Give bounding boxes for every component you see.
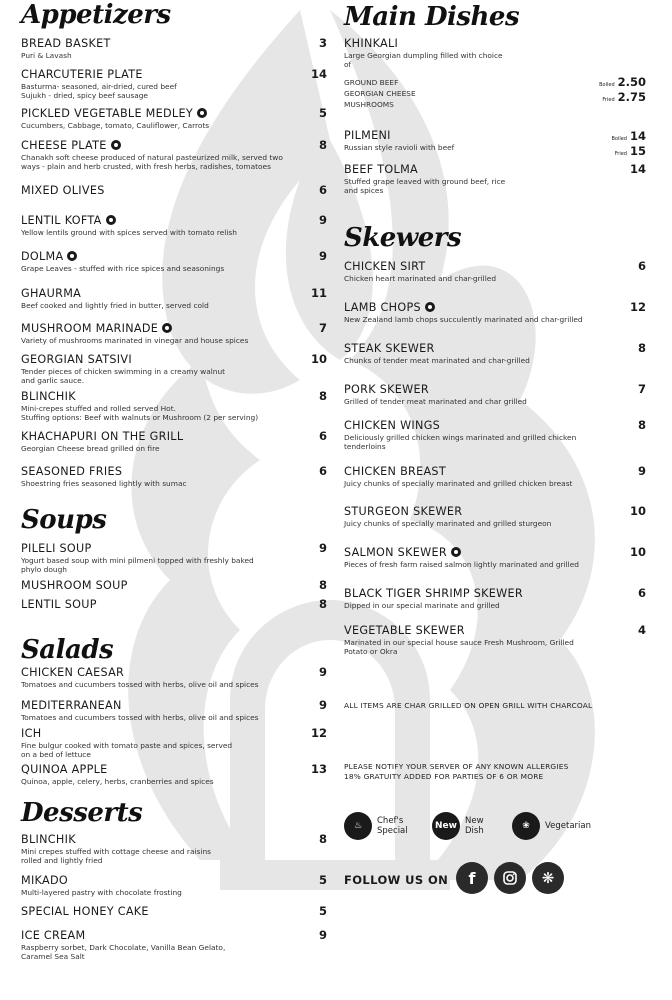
item-desc: Chicken heart marinated and char-grilled (344, 274, 497, 283)
item-desc: Beef cooked and lightly fried in butter, served cold (21, 301, 209, 310)
item-name-text: DOLMA (21, 250, 64, 263)
item-name-text: CHICKEN CAESAR (21, 666, 125, 679)
item-price: 10 (629, 504, 646, 518)
menu-item (344, 342, 646, 365)
item-name-text: LENTIL SOUP (21, 598, 97, 611)
legend-chef (344, 812, 408, 840)
item-name (21, 666, 327, 679)
item-name (21, 37, 327, 50)
item-name-text: CHICKEN WINGS (344, 419, 441, 432)
item-name (21, 250, 327, 263)
item-name-text: LAMB CHOPS (344, 301, 421, 314)
menu-item (344, 301, 646, 324)
item-price: 7 (637, 382, 646, 396)
legend-veg (512, 812, 591, 840)
menu-item (344, 587, 646, 610)
legend-chef-label: Chef's Special (377, 816, 408, 836)
item-price: 9 (318, 249, 327, 263)
item-price: 14 (310, 67, 327, 81)
item-price: 8 (318, 832, 327, 846)
item-price: 6 (637, 259, 646, 273)
item-name-text: ICH (21, 727, 42, 740)
item-name-text: BLINCHIK (21, 390, 76, 403)
item-name (344, 383, 646, 396)
item-name (21, 727, 327, 740)
item-price: 7 (318, 321, 327, 335)
menu-item (21, 430, 327, 453)
khinkali-boiled-price (599, 75, 646, 89)
price: 2.50 (617, 75, 646, 89)
item-name-text: MEDITERRANEAN (21, 699, 122, 712)
item-name (21, 390, 327, 403)
menu-item (21, 699, 327, 722)
item-name-text: GHAURMA (21, 287, 82, 300)
section-title-main-dishes: Main Dishes (344, 2, 520, 32)
menu-item (21, 390, 327, 422)
item-desc: Juicy chunks of specially marinated and grilled chicken breast (344, 479, 573, 488)
item-name (21, 465, 327, 478)
item-price: 8 (637, 341, 646, 355)
item-price: 13 (310, 762, 327, 776)
khinkali-option-3 (344, 100, 646, 109)
menu-item (21, 184, 327, 197)
menu-item (21, 250, 327, 273)
item-desc: Tender pieces of chicken swimming in a creamy walnut and garlic sauce. (21, 367, 226, 385)
boiled-label: Boiled (611, 136, 627, 142)
item-price: 6 (318, 183, 327, 197)
item-price: 10 (629, 545, 646, 559)
item-name (344, 342, 646, 355)
item-desc: Fine bulgur cooked with tomato paste and spices, served on a bed of lettuce (21, 741, 233, 759)
item-name-text: SPECIAL HONEY CAKE (21, 905, 149, 918)
item-name-text: MUSHROOM SOUP (21, 579, 128, 592)
menu-item (21, 322, 327, 345)
item-desc: Mini crepes stuffed with cottage cheese and raisins rolled and lightly fried (21, 847, 211, 865)
vegetarian-icon (162, 323, 172, 333)
section-title-salads: Salads (21, 635, 114, 665)
item-name-text: PILELI SOUP (21, 542, 92, 555)
item-name (344, 624, 646, 637)
menu-item (344, 546, 646, 569)
menu-item (21, 139, 327, 171)
item-name (21, 107, 327, 120)
option-label: MUSHROOMS (344, 100, 394, 109)
legend-veg-label: Vegetarian (545, 821, 592, 831)
item-desc: Chunks of tender meat marinated and char-grilled (344, 356, 530, 365)
menu-item (21, 763, 327, 786)
item-price: 12 (629, 300, 646, 314)
item-desc: Grape Leaves - stuffed with rice spices and seasonings (21, 264, 225, 273)
menu-item (21, 287, 327, 310)
item-name (21, 322, 327, 335)
item-desc: Yellow lentils ground with spices served with tomato relish (21, 228, 237, 237)
section-title-appetizers: Appetizers (21, 0, 171, 30)
item-name (21, 874, 327, 887)
item-desc: Deliciously grilled chicken wings marinated and grilled chicken tenderloins (344, 433, 577, 451)
legend-new-label: New Dish (465, 816, 484, 836)
item-desc: Chanakh soft cheese produced of natural pasteurized milk, served two ways - plain and herb crusted, with fresh herbs, radishes, tomatoes (21, 153, 283, 171)
item-price: 9 (318, 665, 327, 679)
menu-item (21, 107, 327, 130)
chefs-special-icon: ♨ (344, 812, 372, 840)
item-price: 6 (637, 586, 646, 600)
item-name-text: KHACHAPURI ON THE GRILL (21, 430, 184, 443)
legend-new (432, 812, 484, 840)
item-desc: New Zealand lamb chops succulently marinated and char-grilled (344, 315, 583, 324)
item-price: 9 (318, 698, 327, 712)
menu-item (21, 905, 327, 918)
item-name: BEEF TOLMA (344, 163, 418, 176)
item-price: 6 (318, 464, 327, 478)
item-price: 4 (637, 623, 646, 637)
item-name-text: SALMON SKEWER (344, 546, 447, 559)
item-desc: Cucumbers, Cabbage, tomato, Cauliflower, Carrots (21, 121, 210, 130)
fried-label: Fried (614, 151, 627, 157)
item-name-text: PORK SKEWER (344, 383, 429, 396)
item-price: 9 (318, 928, 327, 942)
section-title-soups: Soups (21, 505, 107, 535)
item-price: 5 (318, 106, 327, 120)
item-name (344, 419, 646, 432)
item-name-text: SEASONED FRIES (21, 465, 123, 478)
menu-item (21, 214, 327, 237)
pilmeni-boiled-price (611, 129, 646, 143)
item-name (21, 353, 327, 366)
item-name (344, 546, 646, 559)
item-name-text: CHEESE PLATE (21, 139, 107, 152)
item-desc: Pieces of fresh farm raised salmon lightly marinated and grilled (344, 560, 579, 569)
item-name (21, 905, 327, 918)
instagram-icon[interactable] (494, 862, 526, 894)
item-name-text: CHICKEN BREAST (344, 465, 446, 478)
legend (344, 812, 646, 842)
item-name-text: PICKLED VEGETABLE MEDLEY (21, 107, 193, 120)
section-title-desserts: Desserts (21, 798, 143, 828)
menu-item-pilmeni (344, 129, 646, 152)
option-label: GEORGIAN CHEESE (344, 89, 416, 98)
item-name-text: MUSHROOM MARINADE (21, 322, 159, 335)
menu-item (21, 68, 327, 100)
item-desc: Juicy chunks of specially marinated and grilled sturgeon (344, 519, 552, 528)
item-desc: Russian style ravioli with beef (344, 143, 455, 152)
item-desc: Grilled of tender meat marinated and char grilled (344, 397, 527, 406)
item-price: 14 (629, 162, 646, 176)
menu-item (21, 666, 327, 689)
item-desc: Georgian Cheese bread grilled on fire (21, 444, 160, 453)
menu-item (21, 833, 327, 865)
khinkali-option-2 (344, 89, 646, 98)
menu-item (21, 727, 327, 759)
menu-item (344, 260, 646, 283)
chefs-special-icon (451, 547, 461, 557)
vegetarian-icon (197, 108, 207, 118)
item-price: 6 (318, 429, 327, 443)
item-name-text: CHICKEN SIRT (344, 260, 426, 273)
item-price: 8 (318, 597, 327, 611)
charcoal-note: ALL ITEMS ARE CHAR GRILLED ON OPEN GRILL WITH CHARCOAL (344, 701, 593, 710)
menu-item (21, 542, 327, 574)
item-name-text: BLACK TIGER SHRIMP SKEWER (344, 587, 523, 600)
menu-item (344, 505, 646, 528)
item-name (344, 260, 646, 273)
menu-item (21, 353, 327, 385)
item-name (21, 833, 327, 846)
item-desc: Tomatoes and cucumbers tossed with herbs, olive oil and spices (21, 680, 259, 689)
new-dish-icon: New (432, 812, 460, 840)
instagram-glyph (502, 870, 518, 886)
follow-label: FOLLOW US ON (344, 873, 449, 887)
item-name (21, 68, 327, 81)
item-desc: Dipped in our special marinate and grilled (344, 601, 500, 610)
item-desc: Quinoa, apple, celery, herbs, cranberries and spices (21, 777, 214, 786)
item-price: 9 (318, 213, 327, 227)
item-price: 5 (318, 904, 327, 918)
allergies-note: PLEASE NOTIFY YOUR SERVER OF ANY KNOWN ALLERGIES (344, 762, 569, 771)
item-name (21, 287, 327, 300)
item-desc: Raspberry sorbet, Dark Chocolate, Vanilla Bean Gelato, Caramel Sea Salt (21, 943, 226, 961)
menu-item (21, 465, 327, 488)
item-name-text: BLINCHIK (21, 833, 76, 846)
item-desc: Marinated in our special house sauce Fresh Mushroom, Grilled Potato or Okra (344, 638, 574, 656)
menu-item (21, 874, 327, 897)
menu-item (344, 383, 646, 406)
item-name (21, 699, 327, 712)
option-label: GROUND BEEF (344, 78, 399, 87)
menu-item-khinkali (344, 37, 646, 69)
price: 15 (629, 144, 646, 158)
price: 2.75 (617, 90, 646, 104)
item-name-text: STEAK SKEWER (344, 342, 435, 355)
item-desc: Tomatoes and cucumbers tossed with herbs, olive oil and spices (21, 713, 259, 722)
item-desc: Multi-layered pastry with chocolate frosting (21, 888, 182, 897)
item-desc: Large Georgian dumpling filled with choice of (344, 51, 503, 69)
pilmeni-fried-price (615, 144, 646, 158)
vegetarian-icon: ❀ (512, 812, 540, 840)
item-price: 9 (637, 464, 646, 478)
vegetarian-icon (111, 140, 121, 150)
chefs-special-icon (425, 302, 435, 312)
item-price: 9 (318, 541, 327, 555)
khinkali-fried-price (602, 90, 646, 104)
item-name: PILMENI (344, 129, 391, 142)
item-name (21, 929, 327, 942)
item-price: 8 (637, 418, 646, 432)
item-name (344, 465, 646, 478)
item-name (21, 542, 327, 555)
item-name (21, 430, 327, 443)
item-name (21, 214, 327, 227)
item-name (344, 301, 646, 314)
vegetarian-icon (67, 251, 77, 261)
menu-item (21, 929, 327, 961)
menu-item (344, 624, 646, 656)
item-name (344, 587, 646, 600)
item-name (21, 579, 327, 592)
item-name-text: QUINOA APPLE (21, 763, 108, 776)
menu-item (21, 37, 327, 60)
item-name-text: GEORGIAN SATSIVI (21, 353, 132, 366)
item-name-text: ICE CREAM (21, 929, 86, 942)
vegetarian-icon (106, 215, 116, 225)
item-name-text: LENTIL KOFTA (21, 214, 102, 227)
item-price: 12 (310, 726, 327, 740)
menu-item-beef-tolma (344, 163, 646, 195)
item-name-text: CHARCUTERIE PLATE (21, 68, 143, 81)
item-name (21, 139, 327, 152)
item-name-text: MIXED OLIVES (21, 184, 105, 197)
item-name (21, 598, 327, 611)
item-name: KHINKALI (344, 37, 399, 50)
item-desc: Variety of mushrooms marinated in vinegar and house spices (21, 336, 249, 345)
fried-label: Fried (602, 97, 615, 103)
item-name (344, 505, 646, 518)
menu-item (21, 598, 327, 611)
price: 14 (629, 129, 646, 143)
item-desc: Stuffed grape leaved with ground beef, rice and spices (344, 177, 506, 195)
item-price: 3 (318, 36, 327, 50)
item-desc: Basturma- seasoned, air-dried, cured beef Sujukh - dried, spicy beef sausage (21, 82, 177, 100)
menu-item (21, 579, 327, 592)
item-name-text: VEGETABLE SKEWER (344, 624, 465, 637)
item-name (21, 763, 327, 776)
item-price: 10 (310, 352, 327, 366)
item-price: 11 (310, 286, 327, 300)
item-desc: Yogurt based soup with mini pilmeni topped with freshly baked phylo dough (21, 556, 254, 574)
menu-item (344, 419, 646, 451)
item-price: 5 (318, 873, 327, 887)
section-title-skewers: Skewers (344, 223, 462, 253)
gratuity-note: 18% GRATUITY ADDED FOR PARTIES OF 6 OR MORE (344, 772, 544, 781)
item-price: 8 (318, 389, 327, 403)
menu-item (344, 465, 646, 488)
item-price: 8 (318, 138, 327, 152)
follow-us (344, 862, 646, 896)
item-name-text: BREAD BASKET (21, 37, 111, 50)
item-price: 8 (318, 578, 327, 592)
item-desc: Mini-crepes stuffed and rolled served Hot. Stuffing options: Beef with walnuts or Mushroom (2 per serving) (21, 404, 259, 422)
item-name-text: STURGEON SKEWER (344, 505, 463, 518)
item-name (21, 184, 327, 197)
item-name-text: MIKADO (21, 874, 68, 887)
boiled-label: Boiled (599, 82, 615, 88)
facebook-icon[interactable]: f (456, 862, 488, 894)
item-desc: Shoestring fries seasoned lightly with sumac (21, 479, 187, 488)
item-desc: Puri & Lavash (21, 51, 72, 60)
yelp-icon[interactable]: ❋ (532, 862, 564, 894)
